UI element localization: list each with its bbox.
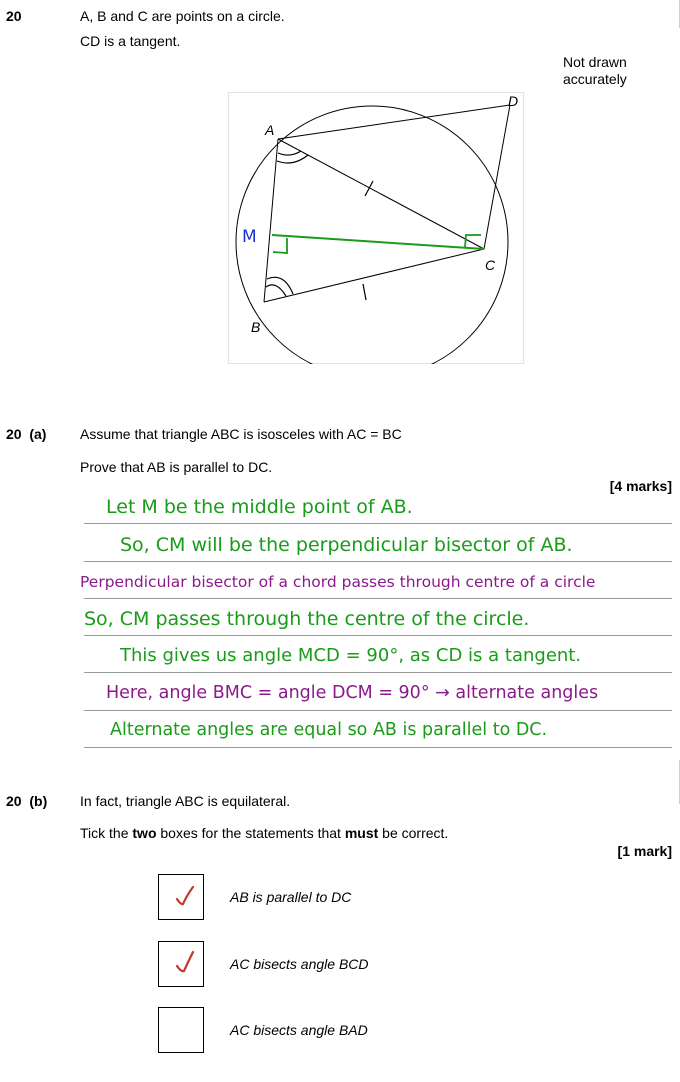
intro-line-2: CD is a tangent. <box>80 33 181 49</box>
answer-rule-1 <box>84 523 672 524</box>
label-a: A <box>265 122 275 138</box>
part-b-line-1: In fact, triangle ABC is equilateral. <box>80 793 291 809</box>
question-number: 20 <box>6 8 22 24</box>
part-a-marks: [4 marks] <box>609 478 672 494</box>
answer-line-3: Perpendicular bisector of a chord passes through centre of a circle <box>80 573 596 591</box>
answer-line-6: Here, angle BMC = angle DCM = 90° → alternate angles <box>106 683 599 703</box>
label-c: C <box>485 257 496 273</box>
tick-mark-2 <box>159 942 203 986</box>
option-1-label: AB is parallel to DC <box>230 889 352 905</box>
part-b-line-2-mid: boxes for the statements that <box>156 825 345 841</box>
intro-line-1: A, B and C are points on a circle. <box>80 8 285 24</box>
checkbox-option-3[interactable] <box>158 1007 204 1053</box>
part-b-line-2-bold-two: two <box>132 825 157 841</box>
answer-rule-4 <box>84 635 672 636</box>
part-a-line-1: Assume that triangle ABC is isosceles with AC = BC <box>80 426 402 442</box>
part-b-letter: (b) <box>29 793 48 809</box>
note-line-1: Not drawn <box>563 54 627 70</box>
circle-diagram <box>228 92 524 364</box>
answer-rule-3 <box>84 598 672 599</box>
label-d: D <box>508 93 519 109</box>
answer-line-7: Alternate angles are equal so AB is parallel to DC. <box>110 720 548 740</box>
part-b-line-2-bold-must: must <box>344 825 379 841</box>
answer-line-5: This gives us angle MCD = 90°, as CD is a tangent. <box>120 645 582 666</box>
option-2-label: AC bisects angle BCD <box>230 956 369 972</box>
part-b-line-2-pre: Tick the <box>80 825 133 841</box>
answer-rule-5 <box>84 672 672 673</box>
answer-rule-7 <box>84 747 672 748</box>
part-a-number <box>6 426 46 442</box>
option-3-label: AC bisects angle BAD <box>230 1022 368 1038</box>
part-b-line-2 <box>80 825 448 841</box>
not-drawn-note <box>563 54 627 88</box>
part-b-number <box>6 793 47 809</box>
checkbox-option-1[interactable] <box>158 874 204 920</box>
part-a-letter: (a) <box>29 426 47 442</box>
part-b-qnum: 20 <box>6 793 22 809</box>
tick-mark-1 <box>159 875 203 919</box>
answer-rule-6 <box>84 710 672 711</box>
part-a-qnum: 20 <box>6 426 22 442</box>
checkbox-option-2[interactable] <box>158 941 204 987</box>
part-b-line-2-post: be correct. <box>378 825 449 841</box>
part-a-line-2: Prove that AB is parallel to DC. <box>80 459 273 475</box>
answer-line-1: Let M be the middle point of AB. <box>106 496 413 518</box>
answer-rule-2 <box>84 561 672 562</box>
label-m: M <box>242 227 257 247</box>
part-b-marks: [1 mark] <box>617 843 672 859</box>
answer-line-2: So, CM will be the perpendicular bisector of AB. <box>120 534 573 556</box>
label-b: B <box>251 319 261 335</box>
note-line-2: accurately <box>563 71 627 87</box>
answer-line-4: So, CM passes through the centre of the circle. <box>84 608 530 630</box>
